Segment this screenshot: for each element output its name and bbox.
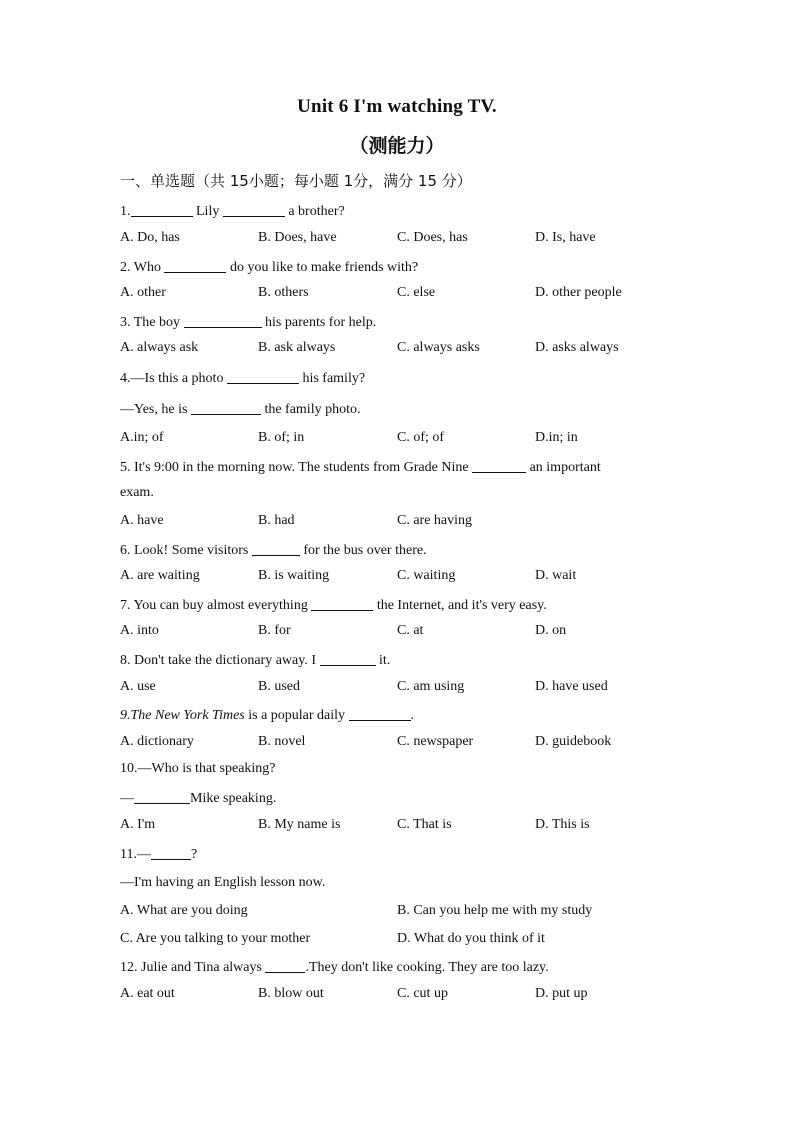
options-5: [120, 513, 680, 533]
option-a[interactable]: A. other: [120, 285, 166, 300]
options-10: [120, 817, 680, 837]
option-c[interactable]: C. else: [397, 285, 436, 300]
option-b[interactable]: B. had: [258, 513, 295, 528]
question-4-reply: —Yes, he is the family photo.: [120, 402, 361, 417]
option-c[interactable]: C. am using: [397, 679, 465, 694]
option-d[interactable]: D. What do you think of it: [397, 931, 545, 946]
answer-blank: [252, 541, 300, 556]
option-b[interactable]: B. Can you help me with my study: [397, 903, 593, 918]
answer-blank: [184, 313, 262, 328]
question-11: 11.— ?: [120, 847, 198, 862]
options-1: [120, 230, 680, 250]
page-subtitle: （测能力）: [349, 135, 445, 157]
option-a[interactable]: A. I'm: [120, 817, 156, 832]
option-d[interactable]: D.in; in: [535, 430, 578, 445]
answer-blank: [191, 400, 261, 415]
option-d[interactable]: D. Is, have: [535, 230, 596, 245]
option-d[interactable]: D. other people: [535, 285, 622, 300]
question-5: 5. It's 9:00 in the morning now. The students from Grade Nine an important: [120, 460, 601, 475]
question-2: 2. Who do you like to make friends with?: [120, 260, 419, 275]
option-d[interactable]: D. asks always: [535, 340, 619, 355]
option-b[interactable]: B. ask always: [258, 340, 336, 355]
option-a[interactable]: A. Do, has: [120, 230, 180, 245]
question-5-continued: exam.: [120, 485, 154, 500]
option-c[interactable]: C. Does, has: [397, 230, 468, 245]
question-11-reply: —I'm having an English lesson now.: [120, 875, 326, 890]
question-9: 9.The New York Times is a popular daily .: [120, 708, 415, 723]
question-4: 4.—Is this a photo his family?: [120, 371, 366, 386]
option-b[interactable]: B. is waiting: [258, 568, 330, 583]
page-title: Unit 6 I'm watching TV.: [297, 96, 497, 117]
options-7: [120, 623, 680, 643]
question-3: 3. The boy his parents for help.: [120, 315, 377, 330]
answer-blank: [164, 258, 226, 273]
option-b[interactable]: B. Does, have: [258, 230, 337, 245]
option-d[interactable]: D. on: [535, 623, 567, 638]
option-b[interactable]: B. used: [258, 679, 300, 694]
answer-blank: [311, 596, 373, 611]
option-a[interactable]: A. eat out: [120, 986, 175, 1001]
options-6: [120, 568, 680, 588]
option-d[interactable]: D. wait: [535, 568, 577, 583]
answer-blank: [265, 958, 305, 973]
option-a[interactable]: A. always ask: [120, 340, 199, 355]
answer-blank: [472, 458, 526, 473]
option-b[interactable]: B. blow out: [258, 986, 324, 1001]
question-12: 12. Julie and Tina always .They don't like cooking. They are too lazy.: [120, 960, 549, 975]
option-d[interactable]: D. have used: [535, 679, 608, 694]
option-c[interactable]: C. at: [397, 623, 424, 638]
answer-blank: [151, 845, 191, 860]
answer-blank: [349, 706, 411, 721]
option-a[interactable]: A. dictionary: [120, 734, 194, 749]
question-10: 10.—Who is that speaking?: [120, 761, 276, 776]
question-7: 7. You can buy almost everything the Internet, and it's very easy.: [120, 598, 547, 613]
option-b[interactable]: B. novel: [258, 734, 306, 749]
option-b[interactable]: B. of; in: [258, 430, 305, 445]
options-2: [120, 285, 680, 305]
question-8: 8. Don't take the dictionary away. I it.: [120, 653, 391, 668]
option-d[interactable]: D. put up: [535, 986, 588, 1001]
option-a[interactable]: A. use: [120, 679, 156, 694]
option-a[interactable]: A. into: [120, 623, 159, 638]
option-c[interactable]: C. That is: [397, 817, 452, 832]
answer-blank: [320, 651, 376, 666]
option-a[interactable]: A. have: [120, 513, 164, 528]
answer-blank: [134, 789, 190, 804]
answer-blank: [223, 202, 285, 217]
question-1: 1. Lily a brother?: [120, 204, 345, 219]
option-a[interactable]: A. are waiting: [120, 568, 200, 583]
option-c[interactable]: C. newspaper: [397, 734, 474, 749]
options-3: [120, 340, 680, 360]
option-b[interactable]: B. for: [258, 623, 291, 638]
option-c[interactable]: C. are having: [397, 513, 473, 528]
option-b[interactable]: B. others: [258, 285, 309, 300]
section-heading: 一、单选题（共 15小题；每小题 1分，满分 15 分）: [120, 172, 472, 190]
option-c[interactable]: C. of; of: [397, 430, 445, 445]
options-4: [120, 430, 680, 450]
question-10-reply: — Mike speaking.: [120, 791, 277, 806]
option-c[interactable]: C. waiting: [397, 568, 456, 583]
options-11-row-2: [120, 931, 680, 951]
answer-blank: [131, 202, 193, 217]
question-6: 6. Look! Some visitors for the bus over there.: [120, 543, 427, 558]
options-8: [120, 679, 680, 699]
option-b[interactable]: B. My name is: [258, 817, 341, 832]
option-c[interactable]: C. cut up: [397, 986, 448, 1001]
option-d[interactable]: D. This is: [535, 817, 590, 832]
answer-blank: [227, 369, 299, 384]
option-a[interactable]: A. What are you doing: [120, 903, 248, 918]
option-c[interactable]: C. Are you talking to your mother: [120, 931, 311, 946]
option-d[interactable]: D. guidebook: [535, 734, 612, 749]
options-12: [120, 986, 680, 1006]
option-c[interactable]: C. always asks: [397, 340, 480, 355]
option-a[interactable]: A.in; of: [120, 430, 164, 445]
options-9: [120, 734, 680, 754]
options-11-row-1: [120, 903, 680, 923]
